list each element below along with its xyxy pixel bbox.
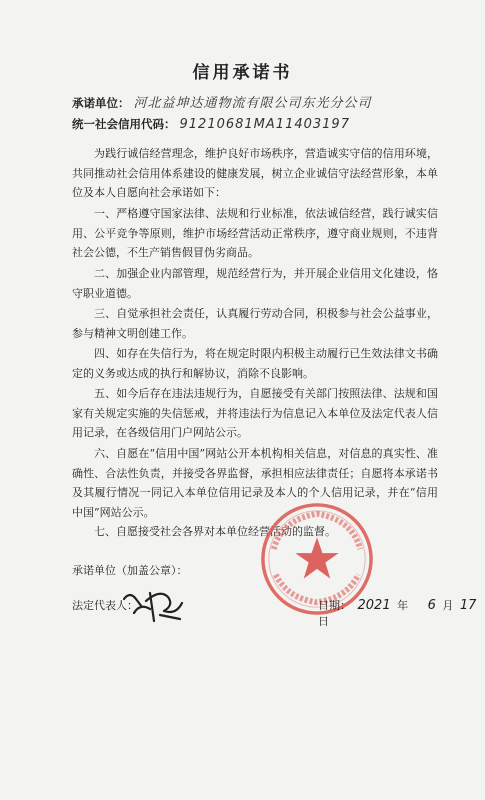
date-day-suffix: 日 <box>318 615 329 628</box>
commitment-unit-row <box>72 92 372 111</box>
date-year-suffix: 年 <box>397 599 409 612</box>
paragraph-1: 一、严格遵守国家法律、法规和行业标准，依法诚信经营，践行诚实信用、公平竞争等原则，维护市场经营活动正常秩序，遵守商业规则，不违背社会公德，不生产销售假冒伪劣商品。 <box>72 207 438 259</box>
paragraph-5: 五、如今后存在违法违规行为，自愿接受有关部门按照法律、法规和国家有关规定实施的失信惩戒，并将违法行为信息记入本单位及法定代表人信用记录，在各级信用门户网站公示。 <box>72 387 438 439</box>
credit-code-label: 统一社会信用代码： <box>72 117 176 131</box>
credit-code-row <box>72 116 350 132</box>
legal-rep-label: 法定代表人： <box>72 599 138 612</box>
date-row <box>318 597 485 629</box>
sign-unit-label: 承诺单位（加盖公章）： <box>72 564 188 577</box>
date-month: 6 <box>427 598 436 613</box>
document-title: 信用承诺书 <box>192 63 293 83</box>
date-label: 日期： <box>318 599 351 612</box>
paragraph-3: 三、自觉承担社会责任，认真履行劳动合同，积极参与社会公益事业，参与精神文明创建工作。 <box>72 307 438 340</box>
commitment-unit-label: 承诺单位： <box>72 96 130 110</box>
date-month-suffix: 月 <box>442 599 454 612</box>
paragraph-6: 六、自愿在“信用中国”网站公开本机构相关信息，对信息的真实性、准确性、合法性负责，并接受各界监督，承担相应法律责任；自愿将本承诺书及其履行情况一同记入本单位信用记录及本人的个人信用记录，并在“信用中国”网站公示。 <box>72 447 438 519</box>
paragraph-4: 四、如存在失信行为，将在规定时限内积极主动履行已生效法律文书确定的义务或达成的执行和解协议，消除不良影响。 <box>72 347 438 380</box>
paragraph-7: 七、自愿接受社会各界对本单位经营活动的监督。 <box>94 525 336 538</box>
date-day: 17 <box>459 598 477 613</box>
handwritten-signature <box>120 585 190 625</box>
paragraph-intro: 为践行诚信经营理念，维护良好市场秩序，营造诚实守信的信用环境，共同推动社会信用体系建设的健康发展，树立企业诚信守法经营形象，本单位及本人自愿向社会承诺如下： <box>72 147 438 199</box>
credit-code-value: 91210681MA11403197 <box>179 117 350 132</box>
commitment-unit-value: 河北益坤达通物流有限公司东光分公司 <box>133 96 372 111</box>
paragraph-2: 二、加强企业内部管理，规范经营行为，并开展企业信用文化建设，恪守职业道德。 <box>72 267 438 300</box>
date-year: 2021 <box>357 598 391 613</box>
